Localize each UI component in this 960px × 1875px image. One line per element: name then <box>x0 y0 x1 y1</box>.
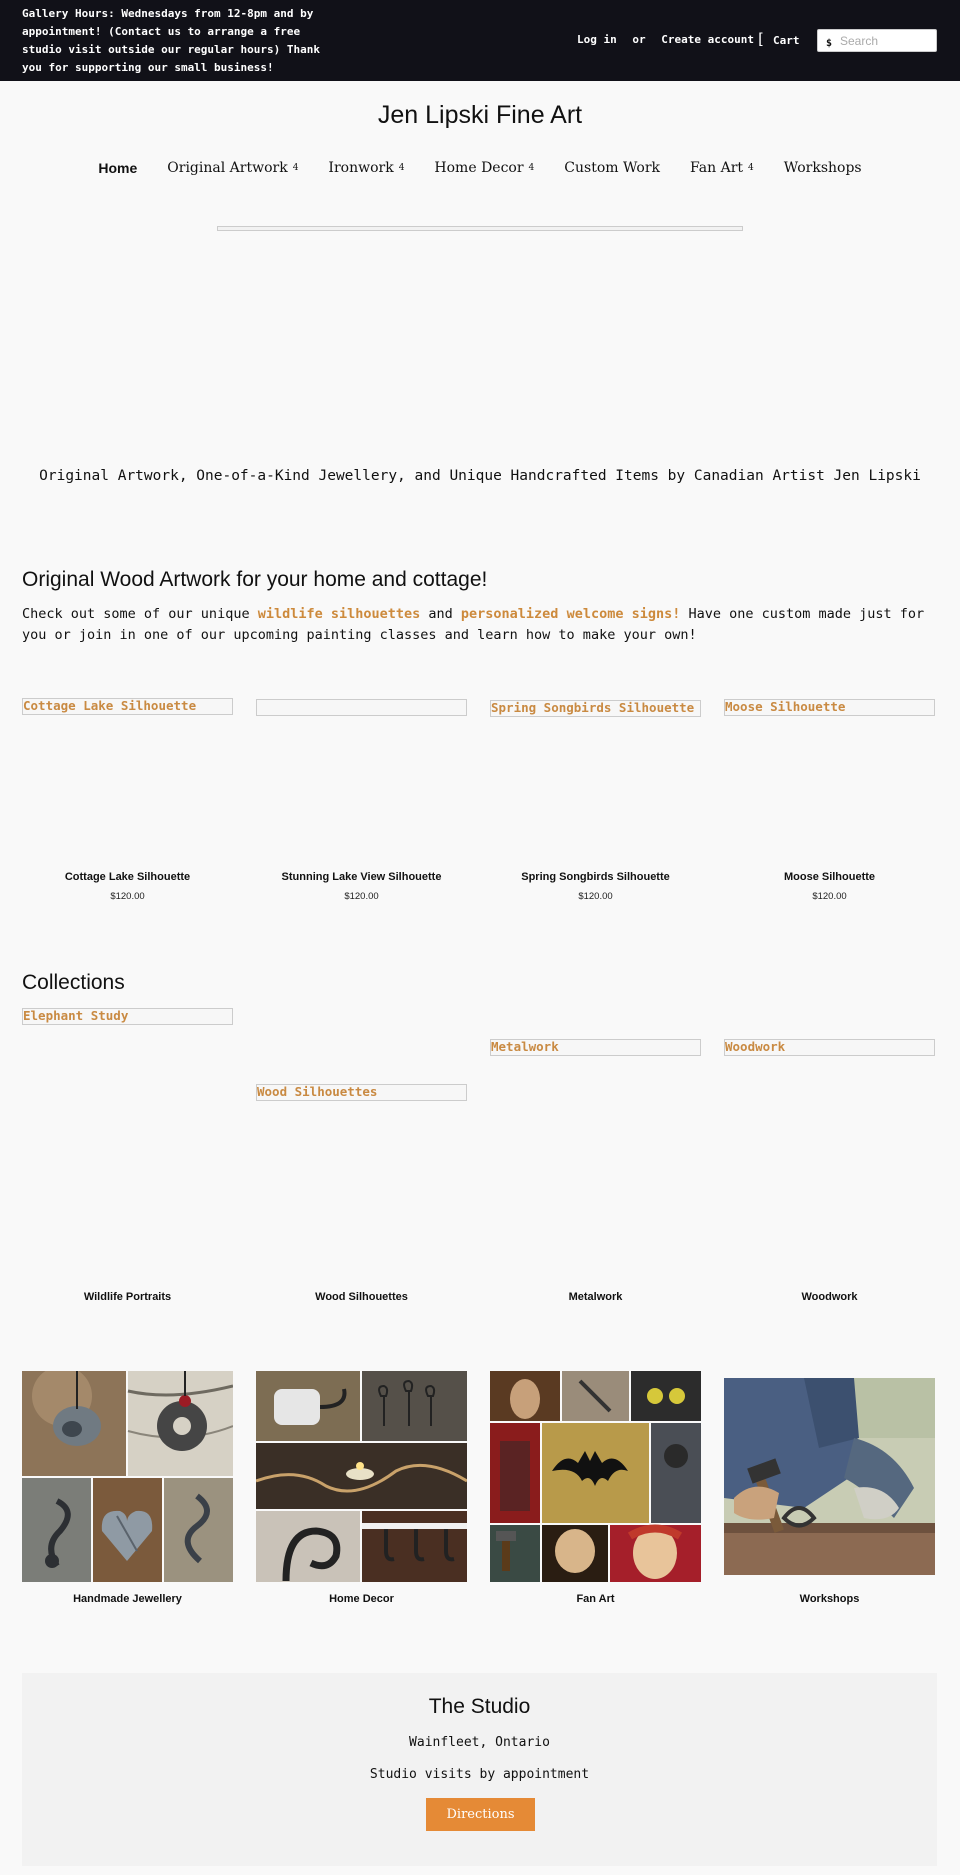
product-image[interactable]: Cottage Lake Silhouette <box>22 698 233 715</box>
nav-item-ironwork[interactable]: Ironwork 4 <box>328 160 405 176</box>
home-decor-collection-image[interactable] <box>256 1371 467 1582</box>
collection-title[interactable]: Metalwork <box>568 1291 623 1303</box>
collection-title[interactable]: Wood Silhouettes <box>315 1291 408 1303</box>
search-icon[interactable]: $ <box>826 38 833 49</box>
collection-title[interactable]: Wildlife Portraits <box>83 1291 172 1303</box>
welcome-signs-link[interactable]: personalized welcome signs! <box>460 606 681 622</box>
collection-image[interactable]: Woodwork <box>724 1039 935 1056</box>
or-text: or <box>632 33 646 46</box>
directions-button[interactable]: Directions <box>426 1798 535 1831</box>
collection-image[interactable]: Elephant Study <box>22 1008 233 1025</box>
product-title[interactable]: Cottage Lake Silhouette <box>64 871 191 883</box>
wildlife-silhouettes-link[interactable]: wildlife silhouettes <box>257 606 421 622</box>
collection-title[interactable]: Fan Art <box>576 1593 615 1605</box>
site-title[interactable]: Jen Lipski Fine Art <box>377 101 583 129</box>
cart-icon: [ <box>756 30 766 48</box>
nav-item-fan-art[interactable]: Fan Art 4 <box>690 160 754 176</box>
collection-title[interactable]: Home Decor <box>329 1593 394 1605</box>
collection-image[interactable]: Wood Silhouettes <box>256 1084 467 1101</box>
chevron-down-icon: 4 <box>292 163 299 173</box>
account-links <box>577 33 763 46</box>
studio-visits-text: Studio visits by appointment <box>369 1767 590 1782</box>
studio-title: The Studio <box>428 1695 531 1718</box>
nav-item-workshops[interactable]: Workshops <box>783 160 862 176</box>
collection-title[interactable]: Woodwork <box>801 1291 858 1303</box>
product-title[interactable]: Stunning Lake View Silhouette <box>281 871 442 883</box>
collection-title[interactable]: Handmade Jewellery <box>73 1593 182 1605</box>
jewellery-collection-image[interactable] <box>22 1371 233 1582</box>
product-price: $120.00 <box>344 891 379 902</box>
cart-label: Cart <box>773 34 800 47</box>
collection-title[interactable]: Workshops <box>799 1593 860 1605</box>
search-input[interactable] <box>840 32 932 49</box>
studio-location: Wainfleet, Ontario <box>409 1735 550 1750</box>
slideshow-frame <box>217 226 743 231</box>
featured-intro: Check out some of our unique wildlife silhouettes and personalized welcome signs! Have one custom made just for you or join in one of our upcoming painting classes and learn how to make your own! <box>22 606 925 643</box>
product-price: $120.00 <box>812 891 847 902</box>
nav-item-original-artwork[interactable]: Original Artwork 4 <box>167 160 299 176</box>
create-account-link[interactable]: Create account <box>661 33 754 46</box>
main-nav <box>0 160 960 176</box>
nav-item-home-decor[interactable]: Home Decor 4 <box>434 160 535 176</box>
studio-section <box>22 1673 937 1866</box>
product-price: $120.00 <box>578 891 613 902</box>
login-link[interactable]: Log in <box>577 33 617 46</box>
tagline: Original Artwork, One-of-a-Kind Jewellery, and Unique Handcrafted Items by Canadian Artist Jen Lipski <box>39 468 921 484</box>
chevron-down-icon: 4 <box>748 163 754 173</box>
nav-item-custom-work[interactable]: Custom Work <box>564 160 661 176</box>
collection-image[interactable]: Metalwork <box>490 1039 701 1056</box>
nav-item-home[interactable]: Home <box>98 160 138 176</box>
product-title[interactable]: Moose Silhouette <box>783 871 876 883</box>
product-image[interactable] <box>256 699 467 716</box>
product-image[interactable]: Moose Silhouette <box>724 699 935 716</box>
collections-heading: Collections <box>22 971 125 994</box>
featured-heading: Original Wood Artwork for your home and cottage! <box>22 568 488 591</box>
fan-art-collection-image[interactable] <box>490 1371 701 1582</box>
chevron-down-icon: 4 <box>528 163 535 173</box>
search-box[interactable] <box>817 29 937 52</box>
announcement-bar <box>0 0 960 81</box>
product-image[interactable]: Spring Songbirds Silhouette <box>490 700 701 717</box>
gallery-hours-text: Gallery Hours: Wednesdays from 12-8pm and by appointment! (Contact us to arrange a free studio visit outside our regular hours) Thank you for supporting our small business! <box>22 7 321 74</box>
chevron-down-icon: 4 <box>398 163 405 173</box>
workshops-collection-image[interactable] <box>724 1378 935 1575</box>
cart-link[interactable] <box>756 30 800 48</box>
product-title[interactable]: Spring Songbirds Silhouette <box>521 871 670 883</box>
product-price: $120.00 <box>110 891 145 902</box>
